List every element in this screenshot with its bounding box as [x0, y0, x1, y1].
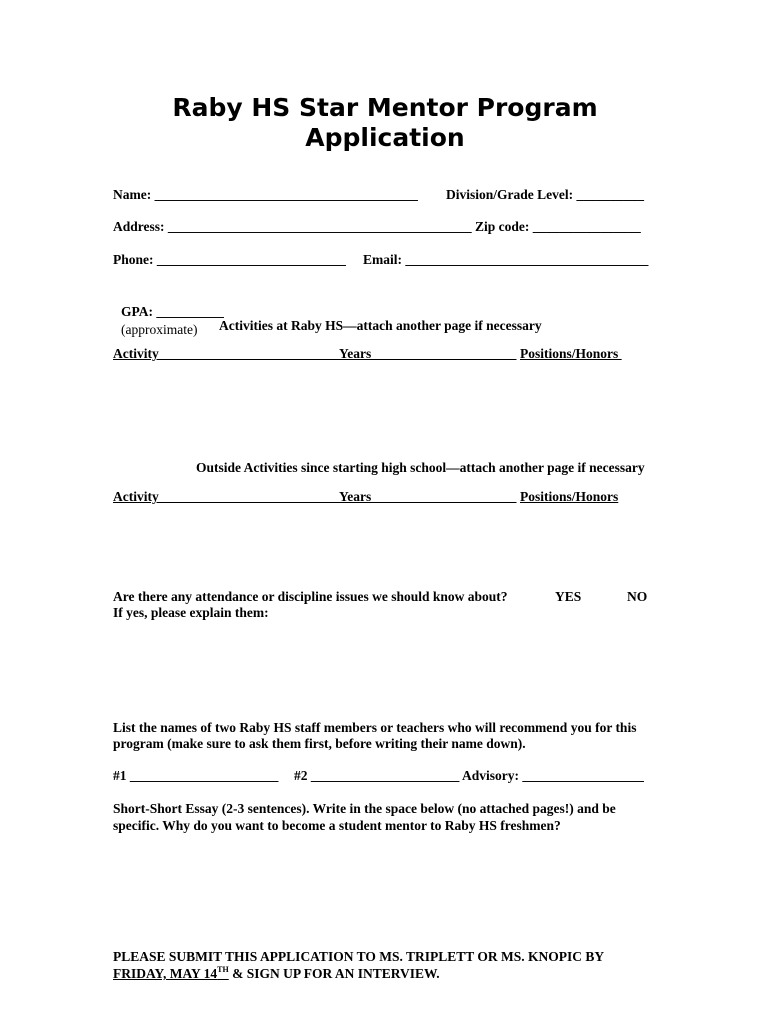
submit-interview-note: & SIGN UP FOR AN INTERVIEW.	[228, 966, 440, 981]
recommend-instructions-line-1: List the names of two Raby HS staff members or teachers who will recommend you for this	[113, 720, 637, 735]
attendance-explain-label: If yes, please explain them:	[113, 605, 269, 620]
attendance-question: Are there any attendance or discipline issues we should know about?	[113, 589, 508, 604]
attendance-no-option[interactable]: NO	[627, 589, 648, 604]
page-title-line-1: Raby HS Star Mentor Program	[172, 93, 598, 122]
outside-column-positions: Positions/Honors	[520, 489, 619, 504]
submit-instructions-line-1: PLEASE SUBMIT THIS APPLICATION TO MS. TRIPLETT OR MS. KNOPIC BY	[113, 949, 605, 964]
recommend-instructions-line-2: program (make sure to ask them first, before writing their name down).	[113, 736, 526, 751]
gpa-note: (approximate)	[121, 322, 198, 337]
page-title-line-2: Application	[305, 123, 465, 152]
address-zip-field[interactable]: Address: _____________________________________________ Zip code: ________________	[113, 219, 641, 234]
attendance-yes-option[interactable]: YES	[555, 589, 582, 604]
name-field[interactable]: Name: _______________________________________	[113, 187, 418, 202]
reference-1-field[interactable]: #1 ______________________	[113, 768, 279, 783]
activities-column-years: Years _____________________	[339, 346, 517, 361]
gpa-field[interactable]	[113, 285, 224, 339]
essay-instructions-line-1: Short-Short Essay (2-3 sentences). Write in the space below (no attached pages!) and be	[113, 801, 616, 816]
deadline-date: FRIDAY, MAY 14TH	[113, 965, 229, 981]
outside-column-years: Years _____________________	[339, 489, 517, 504]
activities-heading: Activities at Raby HS—attach another page if necessary	[219, 318, 542, 333]
activities-column-positions: Positions/Honors	[520, 346, 622, 361]
outside-activities-heading: Outside Activities since starting high school—attach another page if necessary	[196, 460, 645, 475]
division-grade-field[interactable]: Division/Grade Level: __________	[446, 187, 644, 202]
email-field[interactable]: Email: ____________________________________	[363, 252, 649, 267]
outside-column-activity: Activity ___________________________	[113, 489, 345, 504]
activities-column-activity: Activity ___________________________	[113, 346, 345, 361]
submit-instructions-line-2	[113, 966, 440, 982]
gpa-label: GPA: __________	[121, 304, 224, 319]
reference-2-advisory-field[interactable]: #2 ______________________ Advisory: __________________	[294, 768, 644, 783]
phone-field[interactable]: Phone: ____________________________	[113, 252, 346, 267]
essay-instructions-line-2: specific. Why do you want to become a student mentor to Raby HS freshmen?	[113, 818, 561, 833]
